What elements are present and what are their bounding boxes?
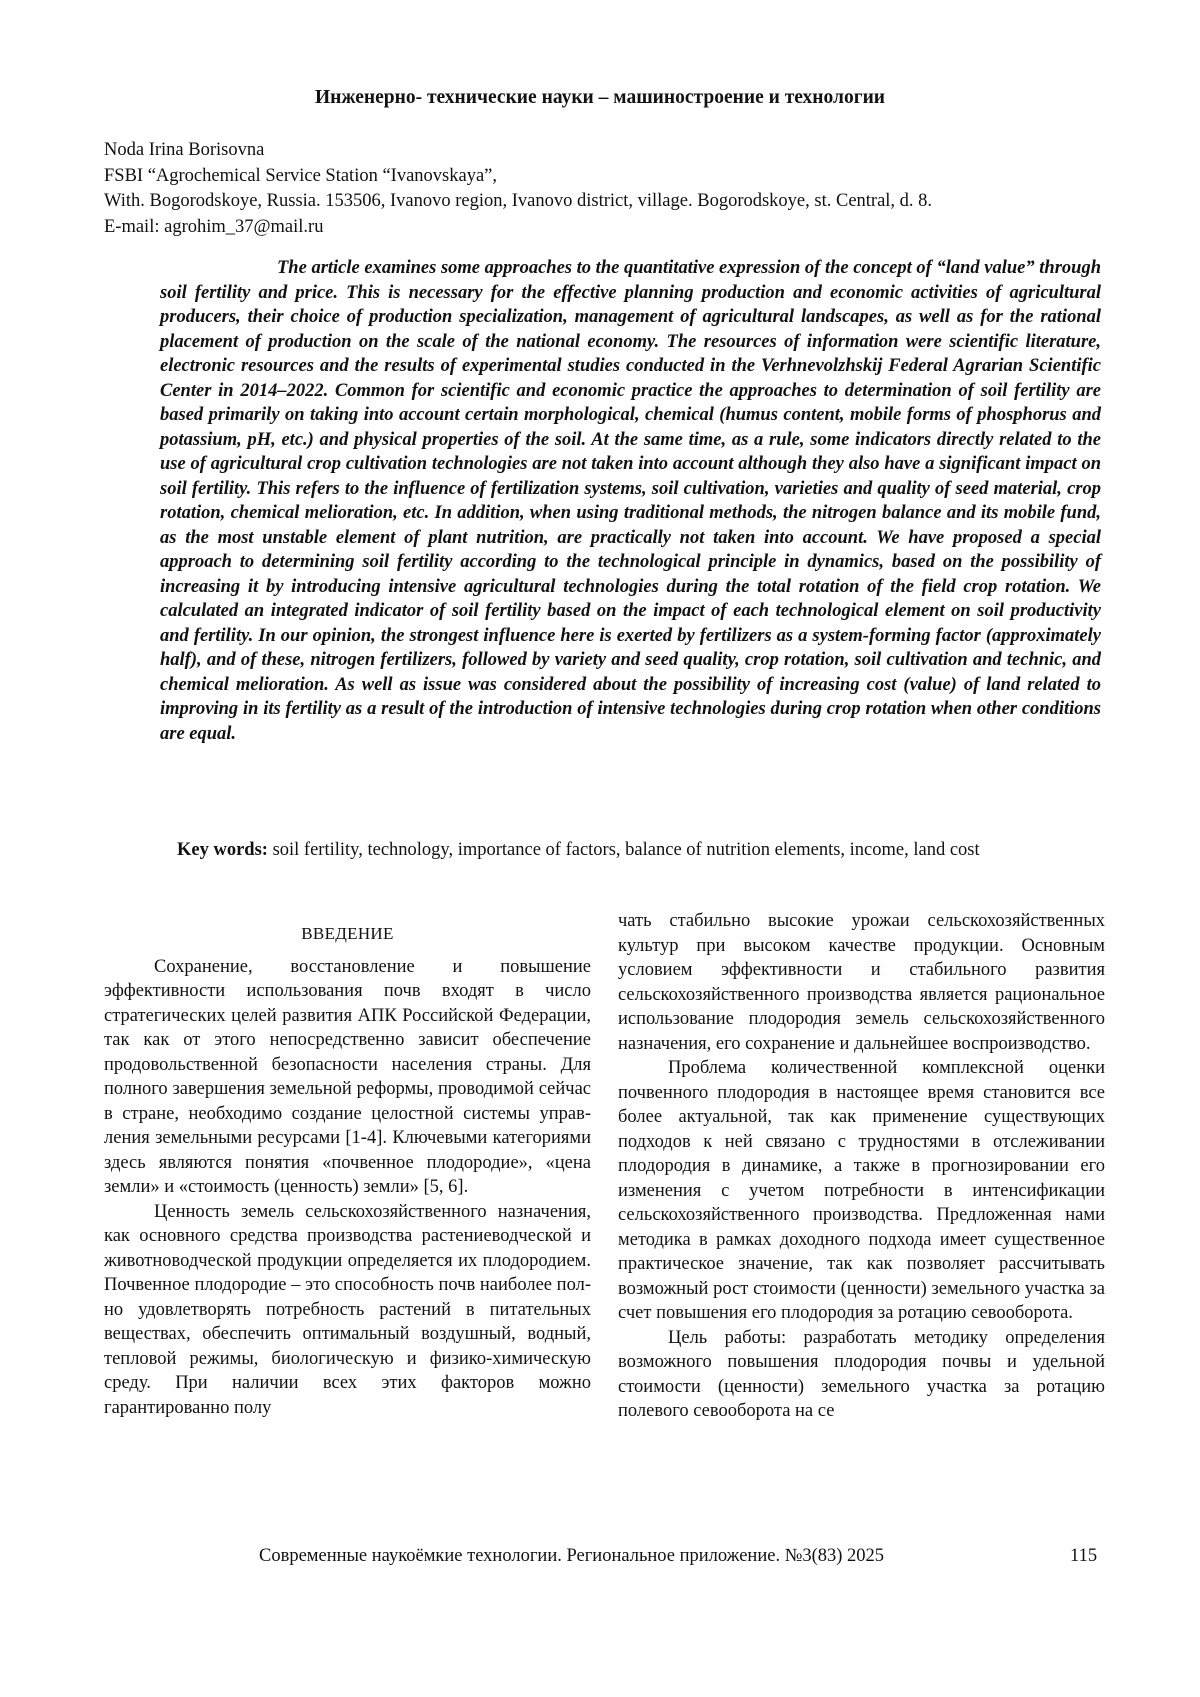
keywords-text: soil fertility, technology, importance of factors, balance of nutrition elements, income, land cost <box>267 840 980 860</box>
author-affiliation: FSBI “Agrochemical Service Station “Ivanovskaya”, <box>104 165 498 186</box>
left-paragraph-2: Ценность земель сельскохозяйственного назначения, как основного средства производства растениеводческой и животноводческой продукции определяется их плодородием. Почвенное плодородие – это способность почв наиболее полно удовлетворять потребность растений в питательных веществах, обеспечить оптимальный воздушный, водный, тепловой режимы, биологическую и физико-химическую среду. При наличии всех этих факторов можно гарантированно полу <box>104 1201 591 1418</box>
keywords-paragraph <box>104 838 1101 863</box>
left-paragraph-1: Сохранение, восстановление и повышение эффективности использования почв входят в число стратегических целей развития АПК Российской Федерации, так как от этого непосредственно зависит обеспечение продовольственной безопасности населения страны. Для полного завершения земельной реформы, проводимой сейчас в стране, необходимо создание целостной системы управления земельными ресурсами [1-4]. Ключевыми категориями здесь являются понятия «почвенное плодородие», «цена земли» и «стоимость (ценность) земли» [5, 6]. <box>104 956 591 1197</box>
author-name: Noda Irina Borisovna <box>104 140 265 160</box>
right-paragraph-3: Цель работы: разработать методику определения возможного повышения плодородия почвы и удельной стоимости (ценности) земельного участка за ротацию полевого севооборота на се <box>618 1327 1105 1421</box>
left-column <box>104 918 591 1420</box>
keywords-label: Key words: <box>177 840 268 860</box>
keywords <box>104 838 1101 863</box>
page-number: 115 <box>1070 1546 1098 1566</box>
abstract-text: The article examines some approaches to the quantitative expression of the concept of “land value” through soil fertility and price. This is necessary for the effective planning production and economic activities of agricultural producers, their choice of production specialization, management of agricultural landscapes, as well as for the rational placement of production on the scale of the national economy. The resources of information were scientific literature, electronic resources and the results of experimental studies conducted in the Verhnevolzhskij Federal Agrarian Scientific Center in 2014–2022. Common for scientific and economic practice the approaches to determination of soil fertility are based primarily on taking into account certain morphological, chemical (humus content, mobile forms of phosphorus and potassium, pH, etc.) and physical properties of the soil. At the same time, as a rule, some indicators directly related to the use of agricultural crop cultivation technologies are not taken into account although they also have a significant impact on soil fertility. This refers to the influence of fertilization systems, soil cultivation, varieties and quality of seed material, crop rotation, chemical melioration, etc. In addition, when using traditional methods, the nitrogen balance and its mobile fund, as the most unstable element of plant nutrition, are practically not taken into account. We have proposed a special approach to determining soil fertility according to the technological principle in dynamics, based on the possibility of increasing it by introducing intensive agricultural technologies during the total rotation of the field crop rotation. We calculated an integrated indicator of soil fertility based on the impact of each technological element on soil productivity and fertility. In our opinion, the strongest influence here is exerted by fertilizers as a system-forming factor (approximately half), and of these, nitrogen fertilizers, followed by variety and seed quality, crop rotation, soil cultivation and technic, and chemical melioration. As well as issue was considered about the possibility of increasing cost (value) of land related to improving in its fertility as a result of the introduction of intensive technologies during crop rotation when other conditions are equal. <box>160 258 1101 744</box>
right-column <box>618 909 1105 1424</box>
right-paragraph-2: Проблема количественной комплексной оценки почвенного плодородия в настоящее время становится все более актуальной, так как применение существующих подходов к ней связано с трудностями в отслеживании плодородия в динамике, а также в прогнозировании его изменения с учетом потребности в интенсификации сельскохозяйственного производства. Предложенная нами методика в рамках доходного подхода имеет существенное практическое значение, так как позволяет рассчитывать возможный рост стоимости (ценности) земельного участка за счет повышения его плодородия за ротацию севооборота. <box>618 1058 1105 1323</box>
right-paragraph-1: чать стабильно высокие урожаи сельскохозяйственных культур при высоком качестве продукции. Основным условием эффективности и стабильного развития сельскохозяйственного производства является рациональное использование плодородия земель сельскохозяйственного назначения, его сохранение и дальнейшее воспроизводство. <box>618 911 1105 1054</box>
abstract <box>160 256 1101 746</box>
author-email: E-mail: agrohim_37@mail.ru <box>104 216 324 237</box>
author-block <box>104 138 1104 240</box>
intro-heading: ВВЕДЕНИЕ <box>301 924 394 943</box>
journal-title: Современные наукоёмкие технологии. Региональное приложение. №3(83) 2025 <box>259 1546 885 1566</box>
section-title: Инженерно- технические науки – машиностроение и технологии <box>314 87 886 108</box>
author-address: With. Bogorodskoye, Russia. 153506, Ivanovo region, Ivanovo district, village. Bogorodskoye, st. Central, d. 8. <box>104 191 933 211</box>
